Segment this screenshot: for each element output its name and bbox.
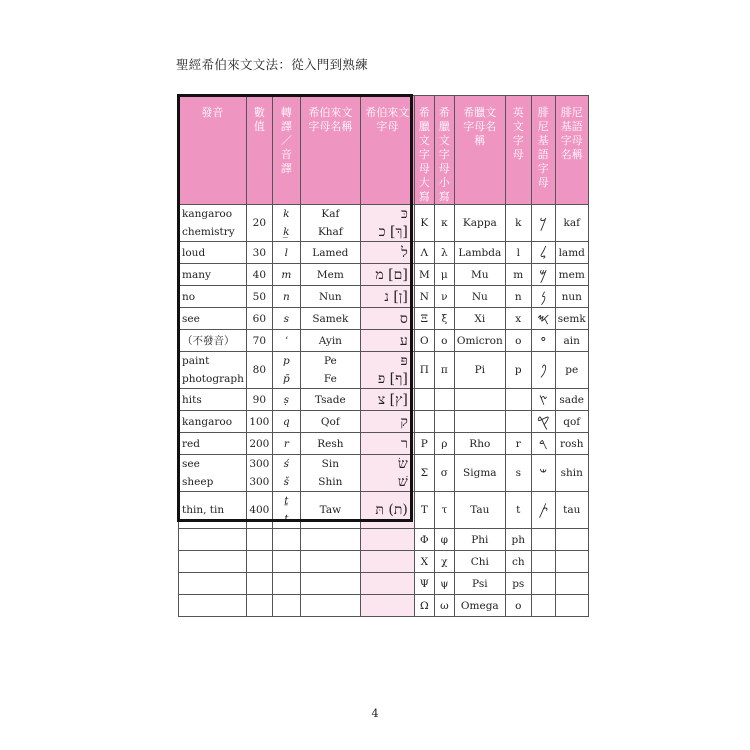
- greek-lower-cell: ω: [434, 595, 454, 617]
- sound-cell-line: many: [182, 268, 211, 281]
- value-cell-line: 300: [249, 476, 270, 488]
- sound-cell-line: kangaroo: [182, 208, 233, 220]
- english-cell: ph: [505, 529, 531, 551]
- transliteration-cell-line: q: [282, 415, 290, 428]
- transliteration-cell-line: t: [284, 513, 289, 525]
- sound-cell: [179, 551, 247, 573]
- hebrew-letter-cell: [360, 411, 414, 433]
- phoenician-cell: 𐤒: [531, 411, 555, 433]
- sound-cell-line: （不發音）: [182, 334, 235, 347]
- value-cell: [246, 433, 272, 455]
- greek-lower-cell: μ: [434, 264, 454, 286]
- hebrew-name-cell-line: Ayin: [318, 334, 342, 347]
- greek-name-cell: Nu: [454, 286, 505, 308]
- transliteration-cell-line: ṯ: [284, 495, 289, 507]
- hebrew-letter-cell-line: ס: [399, 310, 408, 327]
- phoenician-name-cell: [555, 595, 588, 617]
- greek-upper-cell: Ψ: [414, 573, 434, 595]
- transliteration-cell: [272, 352, 300, 389]
- greek-upper-cell: Π: [414, 352, 434, 389]
- hebrew-name-cell: [300, 551, 360, 573]
- page-number: 4: [371, 707, 379, 720]
- value-cell: [246, 573, 272, 595]
- transliteration-cell: [272, 595, 300, 617]
- value-cell: [246, 205, 272, 242]
- greek-lower-cell: ο: [434, 330, 454, 352]
- greek-lower-cell: τ: [434, 492, 454, 529]
- hebrew-name-cell-line: Samek: [312, 312, 349, 325]
- table-row: [179, 529, 589, 551]
- english-cell: ps: [505, 573, 531, 595]
- greek-upper-cell: Ξ: [414, 308, 434, 330]
- header-greek-name: 希臘文字母名稱: [454, 96, 505, 205]
- english-cell: s: [505, 455, 531, 492]
- transliteration-cell: [272, 455, 300, 492]
- hebrew-letter-cell-line: פּ: [400, 353, 408, 369]
- hebrew-name-cell: [300, 433, 360, 455]
- hebrew-name-cell-line: Kaf: [321, 208, 340, 220]
- transliteration-cell: [272, 286, 300, 308]
- greek-upper-cell: Ρ: [414, 433, 434, 455]
- phoenician-name-cell: [555, 551, 588, 573]
- greek-upper-cell: Κ: [414, 205, 434, 242]
- greek-lower-cell: λ: [434, 242, 454, 264]
- sound-cell: [179, 492, 247, 529]
- hebrew-letter-cell: [360, 286, 414, 308]
- value-cell: [246, 389, 272, 411]
- table-row: [179, 573, 589, 595]
- hebrew-name-cell: [300, 595, 360, 617]
- value-cell-line: 30: [252, 246, 267, 259]
- greek-lower-cell: [434, 411, 454, 433]
- greek-name-cell: Psi: [454, 573, 505, 595]
- phoenician-cell: 𐤐: [531, 352, 555, 389]
- greek-name-cell: Omicron: [454, 330, 505, 352]
- phoenician-name-cell: semk: [555, 308, 588, 330]
- phoenician-cell: 𐤎: [531, 308, 555, 330]
- hebrew-letter-cell-line: [ף] פ: [377, 371, 408, 387]
- sound-cell-line: kangaroo: [182, 415, 233, 428]
- transliteration-cell-line: p̄: [282, 373, 290, 385]
- value-cell: [246, 352, 272, 389]
- value-cell-line: 400: [249, 504, 270, 516]
- english-cell: p: [505, 352, 531, 389]
- english-cell: o: [505, 595, 531, 617]
- phoenician-cell: [531, 529, 555, 551]
- sound-cell: [179, 389, 247, 411]
- english-cell: [505, 411, 531, 433]
- greek-name-cell: Kappa: [454, 205, 505, 242]
- transliteration-cell: [272, 205, 300, 242]
- hebrew-name-cell: [300, 352, 360, 389]
- sound-cell-line: loud: [182, 246, 206, 259]
- english-cell: x: [505, 308, 531, 330]
- sound-cell: [179, 264, 247, 286]
- value-cell-line: 100: [249, 415, 270, 428]
- hebrew-letter-cell: [360, 551, 414, 573]
- page-header: 聖經希伯來文文法：從入門到熟練: [176, 57, 369, 72]
- value-cell: [246, 308, 272, 330]
- phoenician-name-cell: ain: [555, 330, 588, 352]
- transliteration-cell-line: š: [283, 476, 290, 488]
- english-cell: k: [505, 205, 531, 242]
- greek-lower-cell: φ: [434, 529, 454, 551]
- hebrew-letter-cell: [360, 352, 414, 389]
- english-cell: [505, 389, 531, 411]
- value-cell: [246, 551, 272, 573]
- phoenician-name-cell: mem: [555, 264, 588, 286]
- value-cell-line: 20: [252, 217, 267, 229]
- transliteration-cell: [272, 389, 300, 411]
- hebrew-letter-cell-line: שׁ: [397, 474, 408, 490]
- table-row: [179, 411, 589, 433]
- greek-name-cell: Phi: [454, 529, 505, 551]
- greek-name-cell: Mu: [454, 264, 505, 286]
- value-cell-line: 80: [252, 364, 267, 376]
- hebrew-letter-cell-line: [ן] נ: [384, 288, 408, 305]
- table-row: [179, 264, 589, 286]
- table-row: [179, 551, 589, 573]
- sound-cell-line: photograph: [182, 373, 244, 385]
- hebrew-name-cell-line: Pe: [323, 355, 337, 367]
- greek-lower-cell: ψ: [434, 573, 454, 595]
- english-cell: r: [505, 433, 531, 455]
- greek-lower-cell: ν: [434, 286, 454, 308]
- greek-name-cell: Chi: [454, 551, 505, 573]
- transliteration-cell: [272, 492, 300, 529]
- sound-cell-line: red: [182, 437, 200, 450]
- transliteration-cell-line: k̲: [283, 226, 290, 238]
- header-hebrew-letter: 希伯來文字母: [360, 96, 414, 205]
- value-cell-line: 40: [252, 268, 267, 281]
- hebrew-name-cell: [300, 205, 360, 242]
- header-greek-upper: 希臘文字母大寫: [414, 96, 434, 205]
- hebrew-letter-cell-line: [ץ] צ: [377, 391, 408, 408]
- greek-upper-cell: [414, 411, 434, 433]
- hebrew-letter-cell-line: ע: [399, 332, 408, 349]
- hebrew-name-cell: [300, 330, 360, 352]
- value-cell: [246, 529, 272, 551]
- transliteration-cell: [272, 573, 300, 595]
- greek-name-cell: Sigma: [454, 455, 505, 492]
- greek-lower-cell: κ: [434, 205, 454, 242]
- hebrew-name-cell-line: Mem: [316, 268, 344, 281]
- phoenician-cell: 𐤔: [531, 455, 555, 492]
- table-row: [179, 205, 589, 242]
- table-row: [179, 242, 589, 264]
- sound-cell-line: hits: [182, 393, 202, 406]
- hebrew-letter-cell: [360, 389, 414, 411]
- table-row: [179, 492, 589, 529]
- phoenician-cell: 𐤊: [531, 205, 555, 242]
- greek-lower-cell: π: [434, 352, 454, 389]
- phoenician-name-cell: nun: [555, 286, 588, 308]
- table-row: [179, 286, 589, 308]
- english-cell: n: [505, 286, 531, 308]
- greek-lower-cell: σ: [434, 455, 454, 492]
- hebrew-name-cell: [300, 411, 360, 433]
- greek-name-cell: Xi: [454, 308, 505, 330]
- sound-cell: [179, 308, 247, 330]
- phoenician-name-cell: pe: [555, 352, 588, 389]
- sound-cell: [179, 433, 247, 455]
- sound-cell: [179, 573, 247, 595]
- sound-cell: [179, 330, 247, 352]
- greek-name-cell: Pi: [454, 352, 505, 389]
- transliteration-cell: [272, 264, 300, 286]
- header-greek-lower: 希臘文字母小寫: [434, 96, 454, 205]
- hebrew-letter-cell: [360, 242, 414, 264]
- hebrew-letter-cell-line: כּ: [401, 206, 408, 222]
- phoenician-name-cell: [555, 529, 588, 551]
- phoenician-cell: [531, 573, 555, 595]
- greek-name-cell: Tau: [454, 492, 505, 529]
- value-cell: [246, 330, 272, 352]
- sound-cell: [179, 352, 247, 389]
- transliteration-cell-line: l: [284, 246, 289, 259]
- hebrew-name-cell: [300, 308, 360, 330]
- english-cell: l: [505, 242, 531, 264]
- greek-upper-cell: Ο: [414, 330, 434, 352]
- transliteration-cell: [272, 433, 300, 455]
- value-cell-line: 60: [252, 312, 267, 325]
- hebrew-letter-cell-line: [ךְ] כ: [378, 224, 408, 240]
- value-cell-line: 90: [252, 393, 267, 406]
- hebrew-letter-cell: [360, 308, 414, 330]
- value-cell-line: 200: [249, 437, 270, 450]
- hebrew-name-cell: [300, 264, 360, 286]
- greek-name-cell: Omega: [454, 595, 505, 617]
- greek-lower-cell: ξ: [434, 308, 454, 330]
- value-cell: [246, 595, 272, 617]
- header-sound: 發音: [179, 96, 247, 205]
- english-cell: m: [505, 264, 531, 286]
- transliteration-cell-line: k: [283, 208, 290, 220]
- phoenician-cell: 𐤌: [531, 264, 555, 286]
- header-phoenician: 腓尼基語字母: [531, 96, 555, 205]
- table-row: [179, 595, 589, 617]
- phoenician-name-cell: [555, 573, 588, 595]
- sound-cell-line: chemistry: [182, 226, 235, 238]
- phoenician-name-cell: lamd: [555, 242, 588, 264]
- greek-upper-cell: Χ: [414, 551, 434, 573]
- phoenician-name-cell: shin: [555, 455, 588, 492]
- greek-lower-cell: χ: [434, 551, 454, 573]
- header-value: 數值: [246, 96, 272, 205]
- hebrew-name-cell: [300, 286, 360, 308]
- hebrew-name-cell-line: Fe: [323, 373, 337, 385]
- hebrew-letter-cell: [360, 573, 414, 595]
- english-cell: t: [505, 492, 531, 529]
- hebrew-name-cell-line: Taw: [319, 504, 342, 516]
- table-row: [179, 433, 589, 455]
- header-phoenician-name: 腓尼基語字母名稱: [555, 96, 588, 205]
- transliteration-cell-line: s: [283, 312, 290, 325]
- sound-cell: [179, 455, 247, 492]
- phoenician-cell: 𐤏: [531, 330, 555, 352]
- table-row: [179, 308, 589, 330]
- hebrew-letter-cell: [360, 330, 414, 352]
- table-row: [179, 352, 589, 389]
- transliteration-cell: [272, 242, 300, 264]
- transliteration-cell-line: m: [281, 268, 292, 281]
- greek-upper-cell: Ω: [414, 595, 434, 617]
- header-hebrew-name: 希伯來文字母名稱: [300, 96, 360, 205]
- hebrew-name-cell-line: Lamed: [312, 246, 349, 259]
- hebrew-name-cell: [300, 529, 360, 551]
- hebrew-letter-cell: [360, 264, 414, 286]
- hebrew-letter-cell: [360, 433, 414, 455]
- hebrew-letter-cell: [360, 205, 414, 242]
- greek-upper-cell: Μ: [414, 264, 434, 286]
- phoenician-cell: [531, 551, 555, 573]
- greek-lower-cell: [434, 389, 454, 411]
- phoenician-cell: 𐤕: [531, 492, 555, 529]
- english-cell: ch: [505, 551, 531, 573]
- phoenician-name-cell: qof: [555, 411, 588, 433]
- transliteration-cell-line: ṣ: [283, 393, 290, 406]
- value-cell: [246, 455, 272, 492]
- transliteration-cell-line: p: [282, 355, 290, 367]
- greek-name-cell: Lambda: [454, 242, 505, 264]
- hebrew-letter-cell-line: שׂ: [397, 456, 408, 472]
- hebrew-name-cell: [300, 492, 360, 529]
- value-cell: [246, 264, 272, 286]
- hebrew-name-cell-line: Qof: [320, 415, 340, 428]
- hebrew-name-cell-line: Resh: [317, 437, 344, 450]
- sound-cell: [179, 205, 247, 242]
- hebrew-name-cell-line: Tsade: [314, 393, 346, 406]
- greek-upper-cell: [414, 389, 434, 411]
- transliteration-cell: [272, 529, 300, 551]
- transliteration-cell-line: ś: [283, 458, 290, 470]
- transliteration-cell: [272, 551, 300, 573]
- sound-cell: [179, 529, 247, 551]
- hebrew-name-cell: [300, 573, 360, 595]
- transliteration-cell-line: n: [282, 290, 290, 303]
- hebrew-letter-cell-line: ר: [400, 435, 408, 452]
- greek-name-cell: Rho: [454, 433, 505, 455]
- value-cell: [246, 411, 272, 433]
- sound-cell-line: no: [182, 290, 196, 303]
- hebrew-name-cell: [300, 242, 360, 264]
- sound-cell: [179, 595, 247, 617]
- transliteration-cell-line: r: [283, 437, 289, 450]
- greek-upper-cell: Λ: [414, 242, 434, 264]
- transliteration-cell: [272, 411, 300, 433]
- greek-name-cell: [454, 411, 505, 433]
- alphabet-table: [178, 95, 589, 617]
- sound-cell-line: sheep: [182, 476, 214, 488]
- hebrew-letter-cell-line: (ת) תּ: [375, 502, 408, 518]
- phoenician-cell: 𐤓: [531, 433, 555, 455]
- greek-upper-cell: Σ: [414, 455, 434, 492]
- hebrew-name-cell-line: Shin: [318, 476, 343, 488]
- greek-upper-cell: Τ: [414, 492, 434, 529]
- phoenician-cell: 𐤍: [531, 286, 555, 308]
- value-cell: [246, 242, 272, 264]
- table-header-row: [179, 96, 589, 205]
- sound-cell-line: see: [182, 458, 200, 470]
- table-row: [179, 330, 589, 352]
- english-cell: o: [505, 330, 531, 352]
- header-english: 英文字母: [505, 96, 531, 205]
- sound-cell-line: paint: [182, 355, 210, 367]
- hebrew-letter-cell: [360, 595, 414, 617]
- phoenician-cell: 𐤑: [531, 389, 555, 411]
- header-transliteration: 轉譯／音譯: [272, 96, 300, 205]
- value-cell-line: 300: [249, 458, 270, 470]
- sound-cell-line: see: [182, 312, 200, 325]
- table-row: [179, 455, 589, 492]
- hebrew-letter-cell: [360, 492, 414, 529]
- hebrew-name-cell: [300, 389, 360, 411]
- phoenician-name-cell: tau: [555, 492, 588, 529]
- hebrew-name-cell: [300, 455, 360, 492]
- sound-cell: [179, 286, 247, 308]
- hebrew-letter-cell-line: ק: [400, 413, 408, 430]
- greek-name-cell: [454, 389, 505, 411]
- hebrew-letter-cell: [360, 529, 414, 551]
- hebrew-letter-cell-line: ל: [401, 244, 408, 261]
- phoenician-name-cell: sade: [555, 389, 588, 411]
- sound-cell: [179, 242, 247, 264]
- sound-cell-line: thin, tin: [182, 504, 225, 516]
- hebrew-name-cell-line: Sin: [321, 458, 339, 470]
- sound-cell: [179, 411, 247, 433]
- hebrew-name-cell-line: Nun: [318, 290, 342, 303]
- hebrew-letter-cell: [360, 455, 414, 492]
- phoenician-name-cell: rosh: [555, 433, 588, 455]
- transliteration-cell: [272, 308, 300, 330]
- greek-upper-cell: Ν: [414, 286, 434, 308]
- table-row: [179, 389, 589, 411]
- hebrew-name-cell-line: Khaf: [317, 226, 343, 238]
- hebrew-letter-cell-line: [ם] מ: [375, 266, 408, 283]
- greek-lower-cell: ρ: [434, 433, 454, 455]
- greek-upper-cell: Φ: [414, 529, 434, 551]
- phoenician-cell: [531, 595, 555, 617]
- value-cell-line: 50: [252, 290, 267, 303]
- transliteration-cell-line: ʿ: [284, 334, 288, 347]
- value-cell: [246, 286, 272, 308]
- transliteration-cell: [272, 330, 300, 352]
- value-cell: [246, 492, 272, 529]
- phoenician-cell: 𐤋: [531, 242, 555, 264]
- phoenician-name-cell: kaf: [555, 205, 588, 242]
- value-cell-line: 70: [252, 334, 267, 347]
